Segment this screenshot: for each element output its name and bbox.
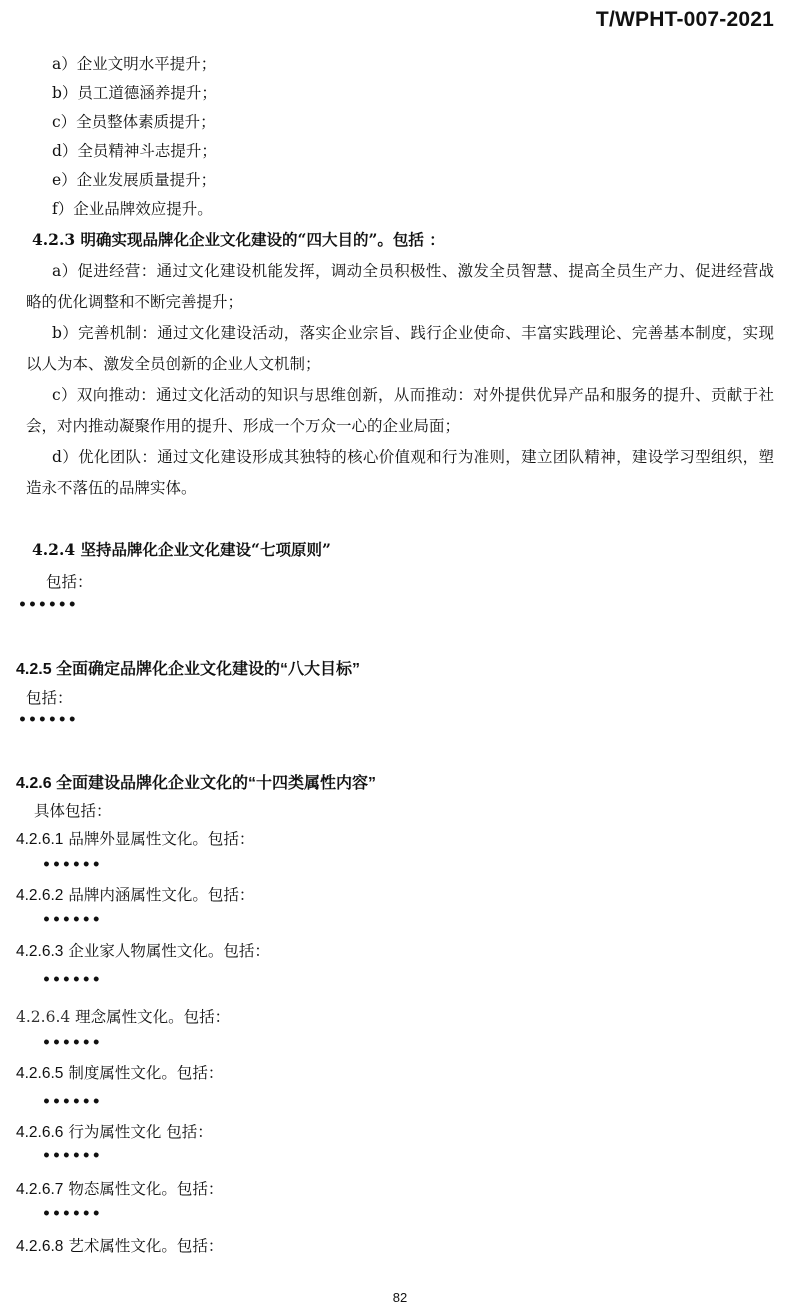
subsection-number: 4.2.6.4 xyxy=(16,1008,71,1026)
subsection-text: 理念属性文化。包括： xyxy=(70,1008,231,1026)
list-item: f）企业品牌效应提升。 xyxy=(52,200,213,218)
page-number: 82 xyxy=(392,1290,408,1305)
list-item: d）全员精神斗志提升； xyxy=(52,142,217,160)
subsection-4-2-6-1 xyxy=(16,827,254,849)
paragraph-text: c）双向推动：通过文化活动的知识与思维创新，从而推动：对外提供优异产品和服务的提升、贡献于社会，对内推动凝聚作用的提升、形成一个万众一心的企业局面； xyxy=(26,386,774,435)
ellipsis-dots: •••••• xyxy=(42,857,102,873)
specific-includes-label: 具体包括： xyxy=(34,802,112,820)
subsection-text: 企业家人物属性文化。包括： xyxy=(63,942,270,960)
paragraph xyxy=(26,256,774,318)
ellipsis-dots: •••••• xyxy=(42,912,102,928)
ellipsis-dots: •••••• xyxy=(18,597,78,613)
subsection-text: 行为属性文化 包括： xyxy=(63,1123,213,1141)
ellipsis-dots: •••••• xyxy=(42,1148,102,1164)
list-item: c）全员整体素质提升； xyxy=(52,113,216,131)
subsection-text: 品牌外显属性文化。包括： xyxy=(63,830,255,848)
subsection-4-2-6-3 xyxy=(16,939,270,961)
subsection-4-2-6-6 xyxy=(16,1120,213,1142)
subsection-text: 物态属性文化。包括： xyxy=(63,1180,224,1198)
ellipsis-dots: •••••• xyxy=(42,1035,102,1051)
includes-label: 包括： xyxy=(26,689,73,707)
subsection-4-2-6-7 xyxy=(16,1177,223,1199)
ellipsis-dots: •••••• xyxy=(42,1094,102,1110)
subsection-text: 品牌内涵属性文化。包括： xyxy=(63,886,255,904)
subsection-text: 制度属性文化。包括： xyxy=(63,1064,224,1082)
section-heading-4-2-5: 4.2.5 全面确定品牌化企业文化建设的“八大目标” xyxy=(16,661,361,678)
subsection-number: 4.2.6.5 xyxy=(16,1065,64,1082)
subsection-number: 4.2.6.6 xyxy=(16,1124,64,1141)
list-item: a）企业文明水平提升； xyxy=(52,55,217,73)
subsection-4-2-6-8 xyxy=(16,1234,223,1256)
ellipsis-dots: •••••• xyxy=(18,712,78,728)
subsection-number: 4.2.6.2 xyxy=(16,887,64,904)
paragraph xyxy=(26,442,774,504)
includes-label: 包括： xyxy=(46,573,93,591)
document-code: T/WPHT-007-2021 xyxy=(595,8,774,31)
paragraph-text: d）优化团队：通过文化建设形成其独特的核心价值观和行为准则，建立团队精神，建设学习型组织，塑造永不落伍的品牌实体。 xyxy=(26,448,774,497)
section-heading-4-2-4: 4.2.4 坚持品牌化企业文化建设“七项原则” xyxy=(32,540,331,559)
paragraph xyxy=(26,318,774,380)
ellipsis-dots: •••••• xyxy=(42,1206,102,1222)
paragraph-text: b）完善机制：通过文化建设活动，落实企业宗旨、践行企业使命、丰富实践理论、完善基本制度，实现以人为本、激发全员创新的企业人文机制； xyxy=(26,324,774,373)
subsection-number: 4.2.6.7 xyxy=(16,1181,64,1198)
paragraph xyxy=(26,380,774,442)
subsection-number: 4.2.6.3 xyxy=(16,943,64,960)
paragraph-text: a）促进经营：通过文化建设机能发挥，调动全员积极性、激发全员智慧、提高全员生产力、促进经营战略的优化调整和不断完善提升； xyxy=(26,262,774,311)
section-heading-4-2-3: 4.2.3 明确实现品牌化企业文化建设的“四大目的”。包括 ： xyxy=(32,230,445,249)
list-item: e）企业发展质量提升； xyxy=(52,171,217,189)
section-heading-4-2-6: 4.2.6 全面建设品牌化企业文化的“十四类属性内容” xyxy=(16,775,377,792)
subsection-text: 艺术属性文化。包括： xyxy=(63,1237,224,1255)
list-item: b）员工道德涵养提升； xyxy=(52,84,217,102)
subsection-4-2-6-4 xyxy=(16,1005,230,1027)
subsection-number: 4.2.6.1 xyxy=(16,831,64,848)
subsection-4-2-6-5 xyxy=(16,1061,223,1083)
subsection-number: 4.2.6.8 xyxy=(16,1238,64,1255)
ellipsis-dots: •••••• xyxy=(42,972,102,988)
subsection-4-2-6-2 xyxy=(16,883,254,905)
